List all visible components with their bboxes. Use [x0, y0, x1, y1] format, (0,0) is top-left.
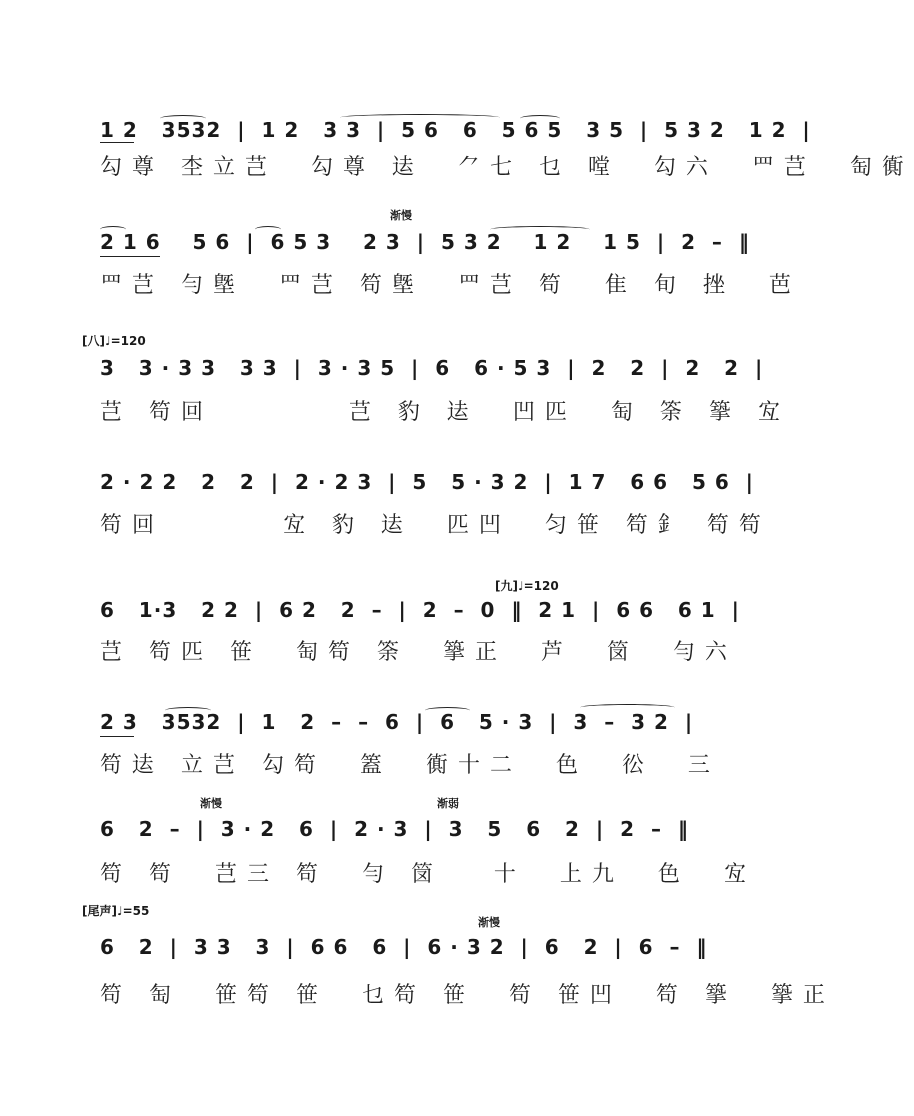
section-label-8: [八]♩=120 — [82, 334, 146, 348]
section-label-coda: [尾声]♩=55 — [82, 904, 150, 918]
tablature-row-6: 笱迲 立芑 勾笱 篕 衠十二 色 彸 三 — [100, 753, 720, 778]
notation-row-4: 2 · 2 2 2 2 | 2 · 2 3 | 5 5 · 3 2 | 1 7 6 6 5 6 | — [100, 470, 754, 494]
slur — [580, 704, 675, 711]
tempo-mark-row-7a: 渐慢 — [200, 797, 222, 810]
tablature-row-5: 芑 笱匹 笹 匋笱 筡 篫正 芦 笝 勻六 — [100, 640, 737, 665]
slur — [340, 114, 500, 121]
slur — [520, 115, 560, 122]
beam-underline — [100, 142, 134, 143]
notation-row-1: 1 2 3532 | 1 2 3 3 | 5 6 6 5 6 5 3 5 | 5 3 2 1 2 | — [100, 118, 811, 142]
tablature-row-7: 笱 笱 芑三 笱 勻 笝 十 上九 色 宐 — [100, 862, 756, 887]
dynamic-mark-row-7b: 渐弱 — [437, 797, 459, 810]
section-label-9: [九]♩=120 — [495, 579, 559, 593]
slur — [165, 707, 211, 714]
notation-row-6: 2 3 3532 | 1 2 – – 6 | 6 5 · 3 | 3 – 3 2 | — [100, 710, 694, 734]
tablature-row-8: 笱 匋 笹笱 笹 乜笱 笹 笱 笹凹 笱 篫 篫正 — [100, 983, 835, 1008]
slur — [100, 226, 126, 233]
notation-row-5: 6 1·3 2 2 | 6 2 2 – | 2 – 0 ‖ 2 1 | 6 6 6 1 | — [100, 598, 740, 622]
tablature-row-4: 笱回 宐 豹 迲 匹凹 匀笹 笱釒 笱笱 — [100, 513, 771, 538]
beam-underline — [100, 736, 134, 737]
notation-row-3: 3 3 · 3 3 3 3 | 3 · 3 5 | 6 6 · 5 3 | 2 2 | 2 2 | — [100, 356, 764, 380]
slur — [425, 707, 470, 714]
notation-row-7: 6 2 – | 3 · 2 6 | 2 · 3 | 3 5 6 2 | 2 – ‖ — [100, 817, 689, 841]
slur — [160, 115, 206, 122]
notation-row-2: 2 1 6 5 6 | 6 5 3 2 3 | 5 3 2 1 2 1 5 | 2 – ‖ — [100, 230, 750, 254]
tempo-mark-row-8: 渐慢 — [478, 916, 500, 929]
tablature-row-3: 芑 笱回 芑 豹 迲 凹匹 匋 筡 篫 宐 — [100, 400, 790, 425]
slur — [255, 226, 281, 233]
beam-underline — [100, 256, 160, 257]
slur — [490, 226, 590, 233]
tablature-row-1: 勾尊 杢立芑 勾尊 迲 ⺈七 乜 嘡 勾六 罒芑 匋衠 — [100, 155, 914, 180]
tempo-mark-row-2: 渐慢 — [390, 209, 412, 222]
tablature-row-2: 罒芑 勻墍 罒芑 笱墍 罒芑 笱 隹 旬 挫 芭 — [100, 273, 801, 298]
notation-row-8: 6 2 | 3 3 3 | 6 6 6 | 6 · 3 2 | 6 2 | 6 – ‖ — [100, 935, 708, 959]
